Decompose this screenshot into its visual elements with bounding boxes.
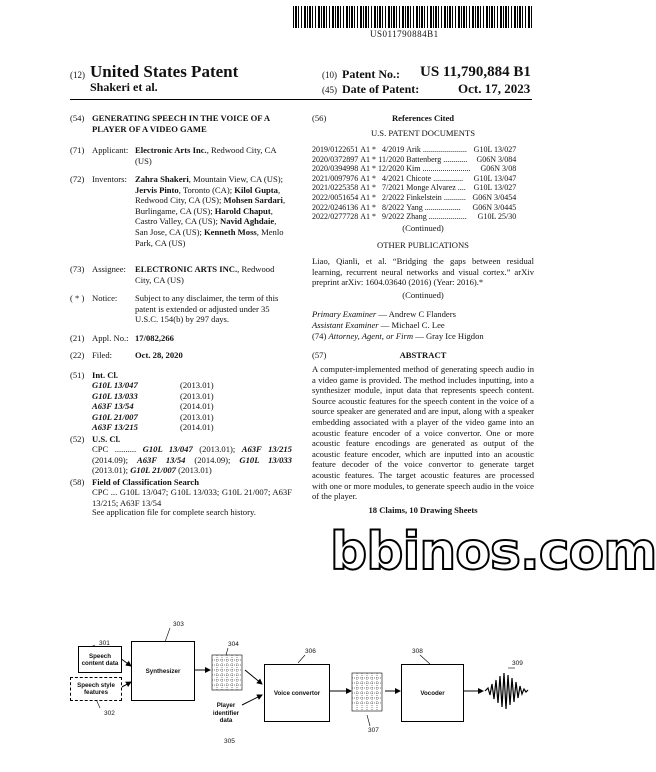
inventors-label: Inventors: [92,174,127,184]
speech-content-data-box: Speech content data [78,646,122,673]
code-22: (22) [70,350,85,360]
field-search-cpc: CPC ... G10L 13/047; G10L 13/033; G10L 21/007; A63F 13/215; A63F 13/54 [92,487,292,508]
vocoder-box: Vocoder [401,664,464,722]
leader-307 [367,715,370,726]
assignee-label: Assignee: [92,264,126,274]
header-code-12: (12) [70,70,85,80]
int-cl-row: G10L 21/007 (2013.01) [92,411,214,422]
other-publication: Liao, Qianli, et al. “Bridging the gaps between residual learning, recurrent neural networks and visual cortex.” arXiv preprint arXiv: 1604.03640 (2016) (Year: 2016).* [312,256,534,288]
invention-title: GENERATING SPEECH IN THE VOICE OF A PLAYER OF A VIDEO GAME [92,113,270,134]
assignee: ELECTRONIC ARTS INC., Redwood City, CA (US) [135,264,275,285]
speech-style-features-box: Speech style features [70,677,122,701]
attorney: (74) Attorney, Agent, or Firm — Gray Ice Higdon [312,331,484,341]
table-row: 2022/0051654 A1 * 2/2022 Finkelstein ........... G06N 3/0454 [312,192,517,202]
table-row: 2022/0246136 A1 * 8/2022 Yang .................. G06N 3/0445 [312,202,517,212]
acoustic-features-icon [212,655,242,690]
code-54: (54) [70,113,85,123]
table-row: 2021/0097976 A1 * 4/2021 Chicote ............... G10L 13/047 [312,173,517,183]
patent-type-title: United States Patent [90,62,239,81]
patent-date: Oct. 17, 2023 [458,81,531,96]
arrow-features-to-vc [245,670,262,684]
table-row: 2020/0372897 A1 * 11/2020 Battenberg ............ G06N 3/084 [312,154,517,164]
player-identifier-label: Player identifier data [212,702,240,724]
ref-309: 309 [512,660,523,667]
cpc-classes: CPC .......... G10L 13/047 (2013.01); A63F 13/215 (2014.09); A63F 13/54 (2014.09); G10L 13/033 (2013.01); G10L 21/007 (2013.01) [92,444,292,476]
us-patent-docs-label: U.S. PATENT DOCUMENTS [370,128,476,138]
code-57: (57) [312,350,327,360]
code-71: (71) [70,145,85,155]
filed-label: Filed: [92,350,113,360]
ref-303: 303 [173,621,184,628]
code-73: (73) [70,264,85,274]
code-52: (52) [70,434,85,444]
date-of-patent-label: Date of Patent: [342,82,420,96]
synthesizer-box: Synthesizer [131,641,195,701]
audio-waveform-icon [485,673,528,709]
watermark: bbinos.com [330,522,656,582]
header-code-10: (10) [322,70,337,80]
table-row: 2020/0394998 A1 * 12/2020 Kim ........................ G06N 3/08 [312,164,517,174]
ref-301: 301 [99,640,110,647]
field-search-note: See application file for complete search history. [92,507,256,517]
int-cl-row: A63F 13/215 (2014.01) [92,422,214,433]
abstract-label: ABSTRACT [399,350,447,360]
leader-306 [298,655,305,663]
patent-number: US 11,790,884 B1 [420,64,531,80]
ref-306: 306 [305,648,316,655]
leader-304 [226,648,228,655]
us-cl-label: U.S. Cl. [92,434,121,444]
int-cl-label: Int. Cl. [92,370,119,380]
code-58: (58) [70,477,85,487]
claims-sheets: 18 Claims, 10 Drawing Sheets [368,505,478,515]
leader-303 [165,628,170,642]
ref-304: 304 [228,641,239,648]
patent-no-label: Patent No.: [342,67,400,81]
notice-text: Subject to any disclaimer, the term of this patent is extended or adjusted under 35 U.S.C. 154(b) by 297 days. [135,293,279,325]
continued-refs: (Continued) [402,223,444,233]
code-56: (56) [312,113,327,123]
code-21: (21) [70,333,85,343]
applicant: Electronic Arts Inc., Redwood City, CA (US) [135,145,277,166]
publication-number: US011790884B1 [370,29,439,39]
primary-examiner: Primary Examiner — Andrew C Flanders [312,309,456,319]
table-row: 2022/0277728 A1 * 9/2022 Zhang ................... G10L 25/30 [312,212,517,222]
notice-label: Notice: [92,293,118,303]
ref-307: 307 [368,727,379,734]
inventor-line: Shakeri et al. [90,80,158,94]
applicant-label: Applicant: [92,145,129,155]
voice-convertor-box: Voice convertor [264,664,330,722]
int-cl-row: G10L 13/033 (2013.01) [92,390,214,401]
ref-302: 302 [104,710,115,717]
code-51: (51) [70,370,85,380]
ref-308: 308 [412,648,423,655]
int-cl-row: A63F 13/54 (2014.01) [92,401,214,412]
filed-date: Oct. 28, 2020 [135,350,183,360]
code-notice: ( * ) [70,293,85,303]
header-code-45: (45) [322,85,337,95]
field-search-label: Field of Classification Search [92,477,200,487]
table-row: 2019/0122651 A1 * 4/2019 Arik ...................... G10L 13/027 [312,145,517,154]
inventors-list: Zahra Shakeri, Mountain View, CA (US); Jervis Pinto, Toronto (CA); Kilol Gupta, Redwood City, CA (US); Mohsen Sardari, Burlingame, CA (US); Harold Chaput, Castro Valley, CA (US); Navid Aghdaie, San Jose, CA (US); Kenneth Moss, Menlo Park, CA (US) [135,174,286,248]
appl-no-label: Appl. No.: [92,333,129,343]
table-row: 2021/0225358 A1 * 7/2021 Monge Alvarez .... G10L 13/027 [312,183,517,193]
int-cl-row: G10L 13/047 (2013.01) [92,380,214,390]
leader-308 [420,655,430,664]
code-72: (72) [70,174,85,184]
target-features-icon [352,673,382,711]
assistant-examiner: Assistant Examiner — Michael C. Lee [312,320,445,330]
appl-no: 17/082,266 [135,333,174,343]
other-publications-label: OTHER PUBLICATIONS [377,240,469,250]
references-cited-label: References Cited [391,113,455,123]
ref-305: 305 [224,738,235,745]
continued-other: (Continued) [402,290,444,300]
abstract-text: A computer-implemented method of generating speech audio in a video game is provided. The method includes inputting, into a synthesizer module, input data that represents speech content. Source acoustic features for the speech content in the voice of a source speaker are generated and are input, along with a speaker embedding associated with a player of the video game into an acoustic feature encoder of a voice convertor. One or more acoustic feature encodings are generated as output of the acoustic feature encoder, which are inputted into an acoustic feature decoder of the voice convertor to generate target acoustic features. The target acoustic features are processed with one or more modules, to generate speech audio in the voice of the player. [312,364,534,502]
